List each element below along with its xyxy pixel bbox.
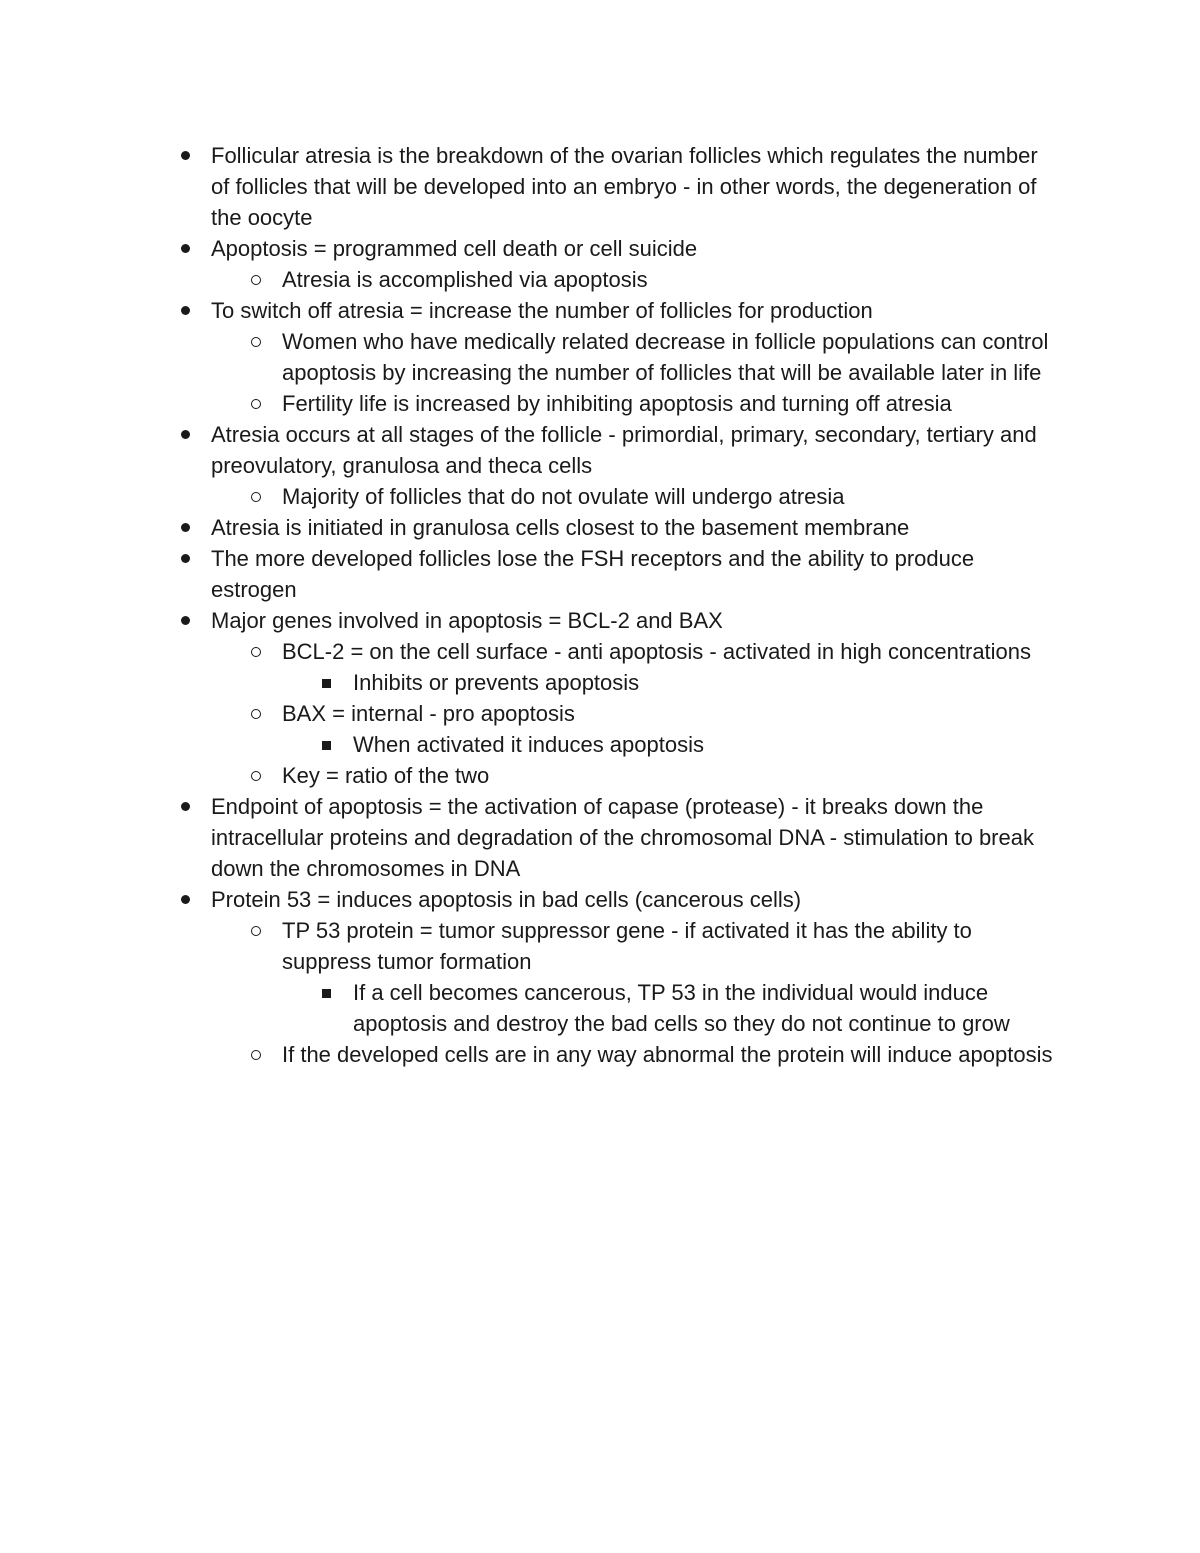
bullet-dot-icon — [176, 419, 194, 450]
bullet-circle-icon — [247, 326, 265, 357]
list-item — [0, 667, 1063, 698]
bullet-dot-icon — [176, 512, 194, 543]
list-item — [0, 419, 1061, 481]
list-item-text: The more developed follicles lose the FSH receptors and the ability to produce estrogen — [211, 546, 975, 602]
list-item-text: Atresia occurs at all stages of the follicle - primordial, primary, secondary, tertiary and preovulatory, granulosa and theca cells — [211, 422, 1037, 478]
list-item — [0, 481, 1062, 512]
list-item — [0, 326, 1062, 388]
list-item — [0, 760, 1062, 791]
list-item-text: When activated it induces apoptosis — [353, 732, 704, 757]
list-item — [0, 512, 1061, 543]
bullet-dot-icon — [176, 605, 194, 636]
bullet-circle-icon — [247, 481, 265, 512]
bullet-dot-icon — [176, 884, 194, 915]
list-item-text: Apoptosis = programmed cell death or cell suicide — [211, 236, 698, 261]
list-item — [0, 884, 1061, 915]
bullet-circle-icon — [247, 915, 265, 946]
list-item-text: Follicular atresia is the breakdown of the ovarian follicles which regulates the number of follicles that will be developed into an embryo - in other words, the degeneration of the oocyte — [211, 143, 1038, 230]
list-item-text: BAX = internal - pro apoptosis — [282, 701, 575, 726]
bullet-circle-icon — [247, 760, 265, 791]
bullet-dot-icon — [176, 140, 194, 171]
notes-document — [0, 140, 1200, 1070]
list-item — [0, 791, 1061, 884]
list-item — [0, 915, 1062, 977]
bullet-dot-icon — [176, 543, 194, 574]
list-item-text: Atresia is initiated in granulosa cells closest to the basement membrane — [211, 515, 910, 540]
list-item — [0, 140, 1061, 233]
list-item — [0, 295, 1061, 326]
list-item — [0, 977, 1063, 1039]
list-item — [0, 1039, 1062, 1070]
bullet-circle-icon — [247, 388, 265, 419]
list-item — [0, 264, 1062, 295]
bullet-dot-icon — [176, 233, 194, 264]
list-item-text: If the developed cells are in any way abnormal the protein will induce apoptosis — [282, 1042, 1053, 1067]
bullet-square-icon — [317, 729, 335, 760]
list-item — [0, 543, 1061, 605]
list-item-text: To switch off atresia = increase the number of follicles for production — [211, 298, 873, 323]
list-item-text: Majority of follicles that do not ovulate will undergo atresia — [282, 484, 845, 509]
list-item-text: Atresia is accomplished via apoptosis — [282, 267, 648, 292]
list-item-text: BCL-2 = on the cell surface - anti apoptosis - activated in high concentrations — [282, 639, 1032, 664]
list-item — [0, 636, 1062, 667]
list-item-text: Inhibits or prevents apoptosis — [353, 670, 640, 695]
list-item — [0, 729, 1063, 760]
list-item-text: TP 53 protein = tumor suppressor gene - if activated it has the ability to suppress tumor formation — [282, 918, 972, 974]
bullet-circle-icon — [247, 264, 265, 295]
list-item — [0, 233, 1061, 264]
bullet-square-icon — [317, 667, 335, 698]
list-item-text: Endpoint of apoptosis = the activation of capase (protease) - it breaks down the intracellular proteins and degradation of the chromosomal DNA - stimulation to break down the chromosomes in DNA — [211, 794, 1034, 881]
list-item — [0, 388, 1062, 419]
list-item-text: Fertility life is increased by inhibiting apoptosis and turning off atresia — [282, 391, 952, 416]
bullet-circle-icon — [247, 698, 265, 729]
list-item — [0, 698, 1062, 729]
list-item-text: Women who have medically related decrease in follicle populations can control apoptosis by increasing the number of follicles that will be available later in life — [282, 329, 1049, 385]
bullet-dot-icon — [176, 791, 194, 822]
bullet-square-icon — [317, 977, 335, 1008]
bullet-circle-icon — [247, 1039, 265, 1070]
list-item-text: Protein 53 = induces apoptosis in bad cells (cancerous cells) — [211, 887, 802, 912]
list-item — [0, 605, 1061, 636]
list-item-text: Key = ratio of the two — [282, 763, 490, 788]
bullet-dot-icon — [176, 295, 194, 326]
list-item-text: Major genes involved in apoptosis = BCL-2 and BAX — [211, 608, 723, 633]
bullet-circle-icon — [247, 636, 265, 667]
list-item-text: If a cell becomes cancerous, TP 53 in the individual would induce apoptosis and destroy the bad cells so they do not continue to grow — [353, 980, 1010, 1036]
